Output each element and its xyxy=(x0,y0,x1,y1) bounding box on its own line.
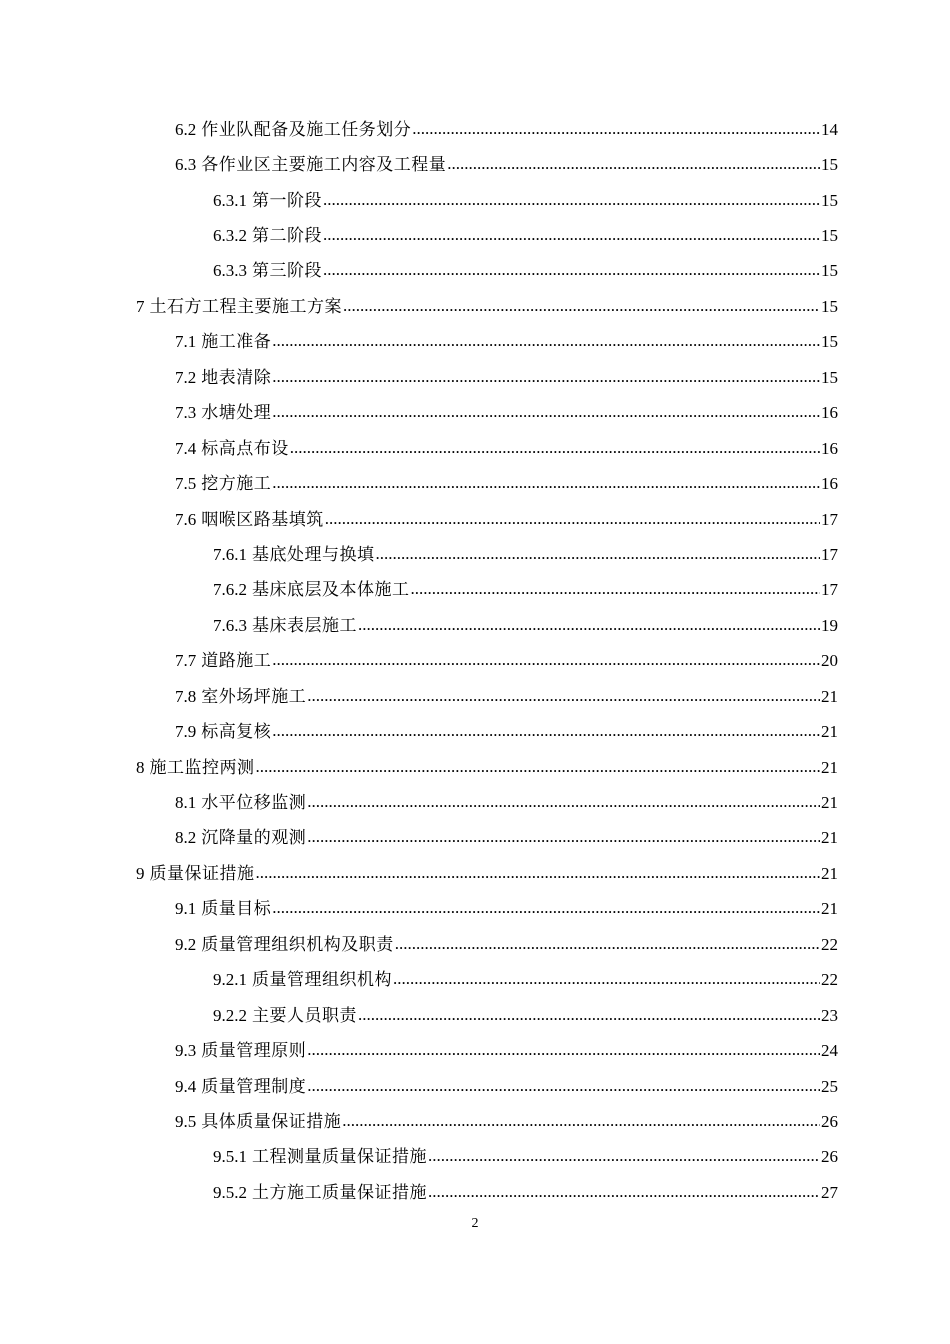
toc-entry-line xyxy=(175,1041,838,1061)
toc-entry-title: 土石方工程主要施工方案 xyxy=(149,296,342,316)
toc-dot-leader xyxy=(412,119,820,139)
toc-entry-line xyxy=(136,758,838,778)
toc-entry[interactable] xyxy=(0,112,950,147)
toc-dot-leader xyxy=(325,509,820,529)
toc-dot-leader xyxy=(393,969,820,989)
toc-entry-number: 7.1 xyxy=(175,332,197,352)
toc-entry-line xyxy=(175,651,838,671)
toc-entry-line xyxy=(175,403,838,423)
toc-entry-line xyxy=(175,1077,838,1097)
toc-entry-number: 8.2 xyxy=(175,828,197,848)
toc-entry[interactable] xyxy=(0,644,950,679)
toc-entry-number: 9.5 xyxy=(175,1111,197,1131)
toc-entry-line xyxy=(213,970,838,990)
toc-entry[interactable] xyxy=(0,892,950,927)
toc-entry-line xyxy=(175,439,838,459)
toc-entry-number: 6.3.2 xyxy=(213,226,247,246)
toc-entry-page: 25 xyxy=(821,1076,838,1096)
toc-entry-title: 地表清除 xyxy=(201,367,272,387)
toc-entry[interactable] xyxy=(0,785,950,820)
toc-entry[interactable] xyxy=(0,537,950,572)
toc-entry[interactable] xyxy=(0,289,950,324)
toc-dot-leader xyxy=(395,934,820,954)
toc-entry-number: 9 xyxy=(136,863,145,883)
toc-dot-leader xyxy=(307,1076,820,1096)
toc-entry-page: 14 xyxy=(821,119,838,139)
toc-entry-page: 15 xyxy=(821,332,838,352)
toc-entry-line xyxy=(213,1183,838,1203)
toc-entry-title: 标高点布设 xyxy=(201,438,289,458)
toc-entry-number: 7.6.2 xyxy=(213,580,247,600)
toc-entry-page: 26 xyxy=(821,1147,838,1167)
toc-entry-number: 9.5.2 xyxy=(213,1182,247,1202)
toc-entry-page: 15 xyxy=(821,296,838,316)
toc-entry-line xyxy=(175,120,838,140)
toc-entry-title: 质量目标 xyxy=(201,899,272,919)
toc-entry-number: 9.3 xyxy=(175,1041,197,1061)
toc-entry[interactable] xyxy=(0,360,950,395)
toc-entry-line xyxy=(213,226,838,246)
toc-entry-title: 室外场坪施工 xyxy=(201,686,307,706)
toc-dot-leader xyxy=(256,757,821,777)
toc-entry-title: 水塘处理 xyxy=(201,403,272,423)
toc-dot-leader xyxy=(376,544,821,564)
toc-entry-number: 9.2 xyxy=(175,934,197,954)
toc-entry-title: 主要人员职责 xyxy=(252,1005,357,1025)
toc-entry-line xyxy=(175,1112,838,1132)
toc-dot-leader xyxy=(272,367,820,387)
toc-entry-number: 9.2.2 xyxy=(213,1005,247,1025)
toc-entry[interactable] xyxy=(0,750,950,785)
toc-entry-number: 7.4 xyxy=(175,438,197,458)
toc-entry-page: 16 xyxy=(821,438,838,458)
toc-entry[interactable] xyxy=(0,679,950,714)
toc-entry-number: 7 xyxy=(136,296,145,316)
toc-entry-title: 各作业区主要施工内容及工程量 xyxy=(201,155,447,175)
table-of-contents xyxy=(0,112,950,1211)
toc-entry[interactable] xyxy=(0,218,950,253)
toc-entry-line xyxy=(213,191,838,211)
toc-entry-number: 7.6.3 xyxy=(213,615,247,635)
toc-entry-title: 质量管理组织机构 xyxy=(252,970,392,990)
toc-entry-title: 标高复核 xyxy=(201,722,272,742)
toc-entry-page: 17 xyxy=(821,509,838,529)
toc-dot-leader xyxy=(358,1005,820,1025)
toc-dot-leader xyxy=(428,1146,820,1166)
toc-entry-title: 基床底层及本体施工 xyxy=(252,580,410,600)
toc-entry-page: 27 xyxy=(821,1182,838,1202)
toc-entry-title: 水平位移监测 xyxy=(201,793,307,813)
toc-entry-title: 施工准备 xyxy=(201,332,272,352)
toc-entry-line xyxy=(175,368,838,388)
toc-entry-title: 沉降量的观测 xyxy=(201,828,307,848)
toc-entry-page: 16 xyxy=(821,403,838,423)
page-number: 2 xyxy=(471,1216,479,1231)
toc-entry-title: 质量管理原则 xyxy=(201,1041,307,1061)
toc-entry-page: 23 xyxy=(821,1005,838,1025)
toc-entry-page: 16 xyxy=(821,474,838,494)
toc-entry[interactable] xyxy=(0,1069,950,1104)
toc-entry-page: 21 xyxy=(821,757,838,777)
toc-entry-line xyxy=(213,616,838,636)
toc-dot-leader xyxy=(342,1111,820,1131)
toc-entry-page: 15 xyxy=(821,190,838,210)
toc-entry-line xyxy=(175,828,838,848)
toc-entry-title: 作业队配备及施工任务划分 xyxy=(201,119,412,139)
toc-entry[interactable] xyxy=(0,1104,950,1139)
toc-entry-line xyxy=(175,793,838,813)
toc-entry-number: 6.2 xyxy=(175,119,197,139)
toc-entry[interactable] xyxy=(0,821,950,856)
toc-entry-title: 道路施工 xyxy=(201,651,272,671)
toc-entry-line xyxy=(213,1147,838,1167)
toc-entry[interactable] xyxy=(0,573,950,608)
toc-entry[interactable] xyxy=(0,1175,950,1210)
toc-entry[interactable] xyxy=(0,1140,950,1175)
toc-dot-leader xyxy=(428,1182,820,1202)
toc-entry-number: 9.4 xyxy=(175,1076,197,1096)
toc-entry-title: 施工监控两测 xyxy=(149,757,255,777)
toc-entry[interactable] xyxy=(0,998,950,1033)
toc-entry-number: 8.1 xyxy=(175,793,197,813)
toc-entry[interactable] xyxy=(0,502,950,537)
toc-entry-page: 15 xyxy=(821,226,838,246)
toc-entry-title: 具体质量保证措施 xyxy=(201,1111,342,1131)
toc-entry-line xyxy=(213,580,838,600)
toc-entry-line xyxy=(175,899,838,919)
toc-entry[interactable] xyxy=(0,396,950,431)
toc-entry-line xyxy=(175,722,838,742)
toc-dot-leader xyxy=(307,1040,820,1060)
toc-entry[interactable] xyxy=(0,927,950,962)
toc-entry-page: 21 xyxy=(821,722,838,742)
toc-entry-line xyxy=(136,864,838,884)
toc-entry-page: 21 xyxy=(821,828,838,848)
toc-entry[interactable] xyxy=(0,147,950,182)
toc-dot-leader xyxy=(272,898,820,918)
toc-dot-leader xyxy=(272,473,820,493)
toc-dot-leader xyxy=(411,579,821,599)
toc-entry-line xyxy=(213,261,838,281)
toc-dot-leader xyxy=(323,260,820,280)
toc-entry-title: 质量管理制度 xyxy=(201,1076,307,1096)
toc-entry-line xyxy=(175,332,838,352)
toc-entry-number: 7.6 xyxy=(175,509,197,529)
toc-entry-number: 7.3 xyxy=(175,403,197,423)
toc-entry-page: 21 xyxy=(821,793,838,813)
toc-entry-title: 工程测量质量保证措施 xyxy=(252,1147,427,1167)
toc-entry[interactable] xyxy=(0,466,950,501)
toc-entry[interactable] xyxy=(0,963,950,998)
toc-entry-page: 26 xyxy=(821,1111,838,1131)
toc-entry-title: 质量保证措施 xyxy=(149,863,255,883)
toc-dot-leader xyxy=(307,686,820,706)
toc-entry-page: 21 xyxy=(821,899,838,919)
toc-entry-line xyxy=(175,510,838,530)
toc-dot-leader xyxy=(447,154,820,174)
toc-dot-leader xyxy=(358,615,820,635)
toc-entry[interactable] xyxy=(0,431,950,466)
toc-entry-line xyxy=(175,935,838,955)
toc-entry-line xyxy=(136,297,838,317)
toc-entry-line xyxy=(175,687,838,707)
toc-entry-number: 7.5 xyxy=(175,474,197,494)
toc-entry-title: 质量管理组织机构及职责 xyxy=(201,934,394,954)
toc-entry-number: 7.7 xyxy=(175,651,197,671)
toc-entry[interactable] xyxy=(0,183,950,218)
toc-entry-page: 17 xyxy=(821,580,838,600)
toc-entry-number: 8 xyxy=(136,757,145,777)
toc-entry-page: 20 xyxy=(821,651,838,671)
toc-entry-line xyxy=(175,155,838,175)
toc-entry[interactable] xyxy=(0,1033,950,1068)
toc-entry-page: 21 xyxy=(821,863,838,883)
toc-entry-number: 7.6.1 xyxy=(213,544,247,564)
toc-entry-page: 15 xyxy=(821,155,838,175)
toc-entry[interactable] xyxy=(0,714,950,749)
toc-entry-title: 基底处理与换填 xyxy=(252,544,375,564)
toc-entry-page: 17 xyxy=(821,544,838,564)
toc-entry[interactable] xyxy=(0,325,950,360)
toc-entry-title: 咽喉区路基填筑 xyxy=(201,509,324,529)
toc-entry-title: 第二阶段 xyxy=(252,226,322,246)
toc-entry-number: 6.3.3 xyxy=(213,261,247,281)
toc-entry-number: 9.2.1 xyxy=(213,970,247,990)
toc-dot-leader xyxy=(290,438,820,458)
toc-entry-number: 7.2 xyxy=(175,367,197,387)
toc-entry-page: 21 xyxy=(821,686,838,706)
toc-entry-title: 基床表层施工 xyxy=(252,615,357,635)
toc-dot-leader xyxy=(307,827,820,847)
toc-dot-leader xyxy=(307,792,820,812)
toc-entry-title: 第三阶段 xyxy=(252,261,322,281)
toc-entry-number: 6.3.1 xyxy=(213,190,247,210)
toc-entry-title: 第一阶段 xyxy=(252,190,322,210)
toc-dot-leader xyxy=(323,190,820,210)
toc-entry-page: 15 xyxy=(821,261,838,281)
toc-dot-leader xyxy=(323,225,820,245)
toc-entry-title: 土方施工质量保证措施 xyxy=(252,1182,427,1202)
toc-dot-leader xyxy=(343,296,820,316)
toc-entry-page: 24 xyxy=(821,1041,838,1061)
toc-entry-page: 15 xyxy=(821,367,838,387)
toc-dot-leader xyxy=(272,331,820,351)
toc-entry[interactable] xyxy=(0,856,950,891)
toc-entry-number: 7.8 xyxy=(175,686,197,706)
toc-entry-title: 挖方施工 xyxy=(201,474,272,494)
toc-entry-line xyxy=(213,545,838,565)
toc-entry-line xyxy=(175,474,838,494)
toc-dot-leader xyxy=(272,402,820,422)
toc-entry-line xyxy=(213,1006,838,1026)
toc-entry-number: 9.5.1 xyxy=(213,1147,247,1167)
toc-entry-page: 22 xyxy=(821,934,838,954)
toc-dot-leader xyxy=(256,863,821,883)
toc-dot-leader xyxy=(272,650,820,670)
toc-entry-page: 19 xyxy=(821,615,838,635)
toc-entry[interactable] xyxy=(0,608,950,643)
toc-entry[interactable] xyxy=(0,254,950,289)
toc-entry-page: 22 xyxy=(821,970,838,990)
toc-dot-leader xyxy=(272,721,820,741)
toc-entry-number: 9.1 xyxy=(175,899,197,919)
toc-entry-number: 7.9 xyxy=(175,722,197,742)
toc-entry-number: 6.3 xyxy=(175,155,197,175)
